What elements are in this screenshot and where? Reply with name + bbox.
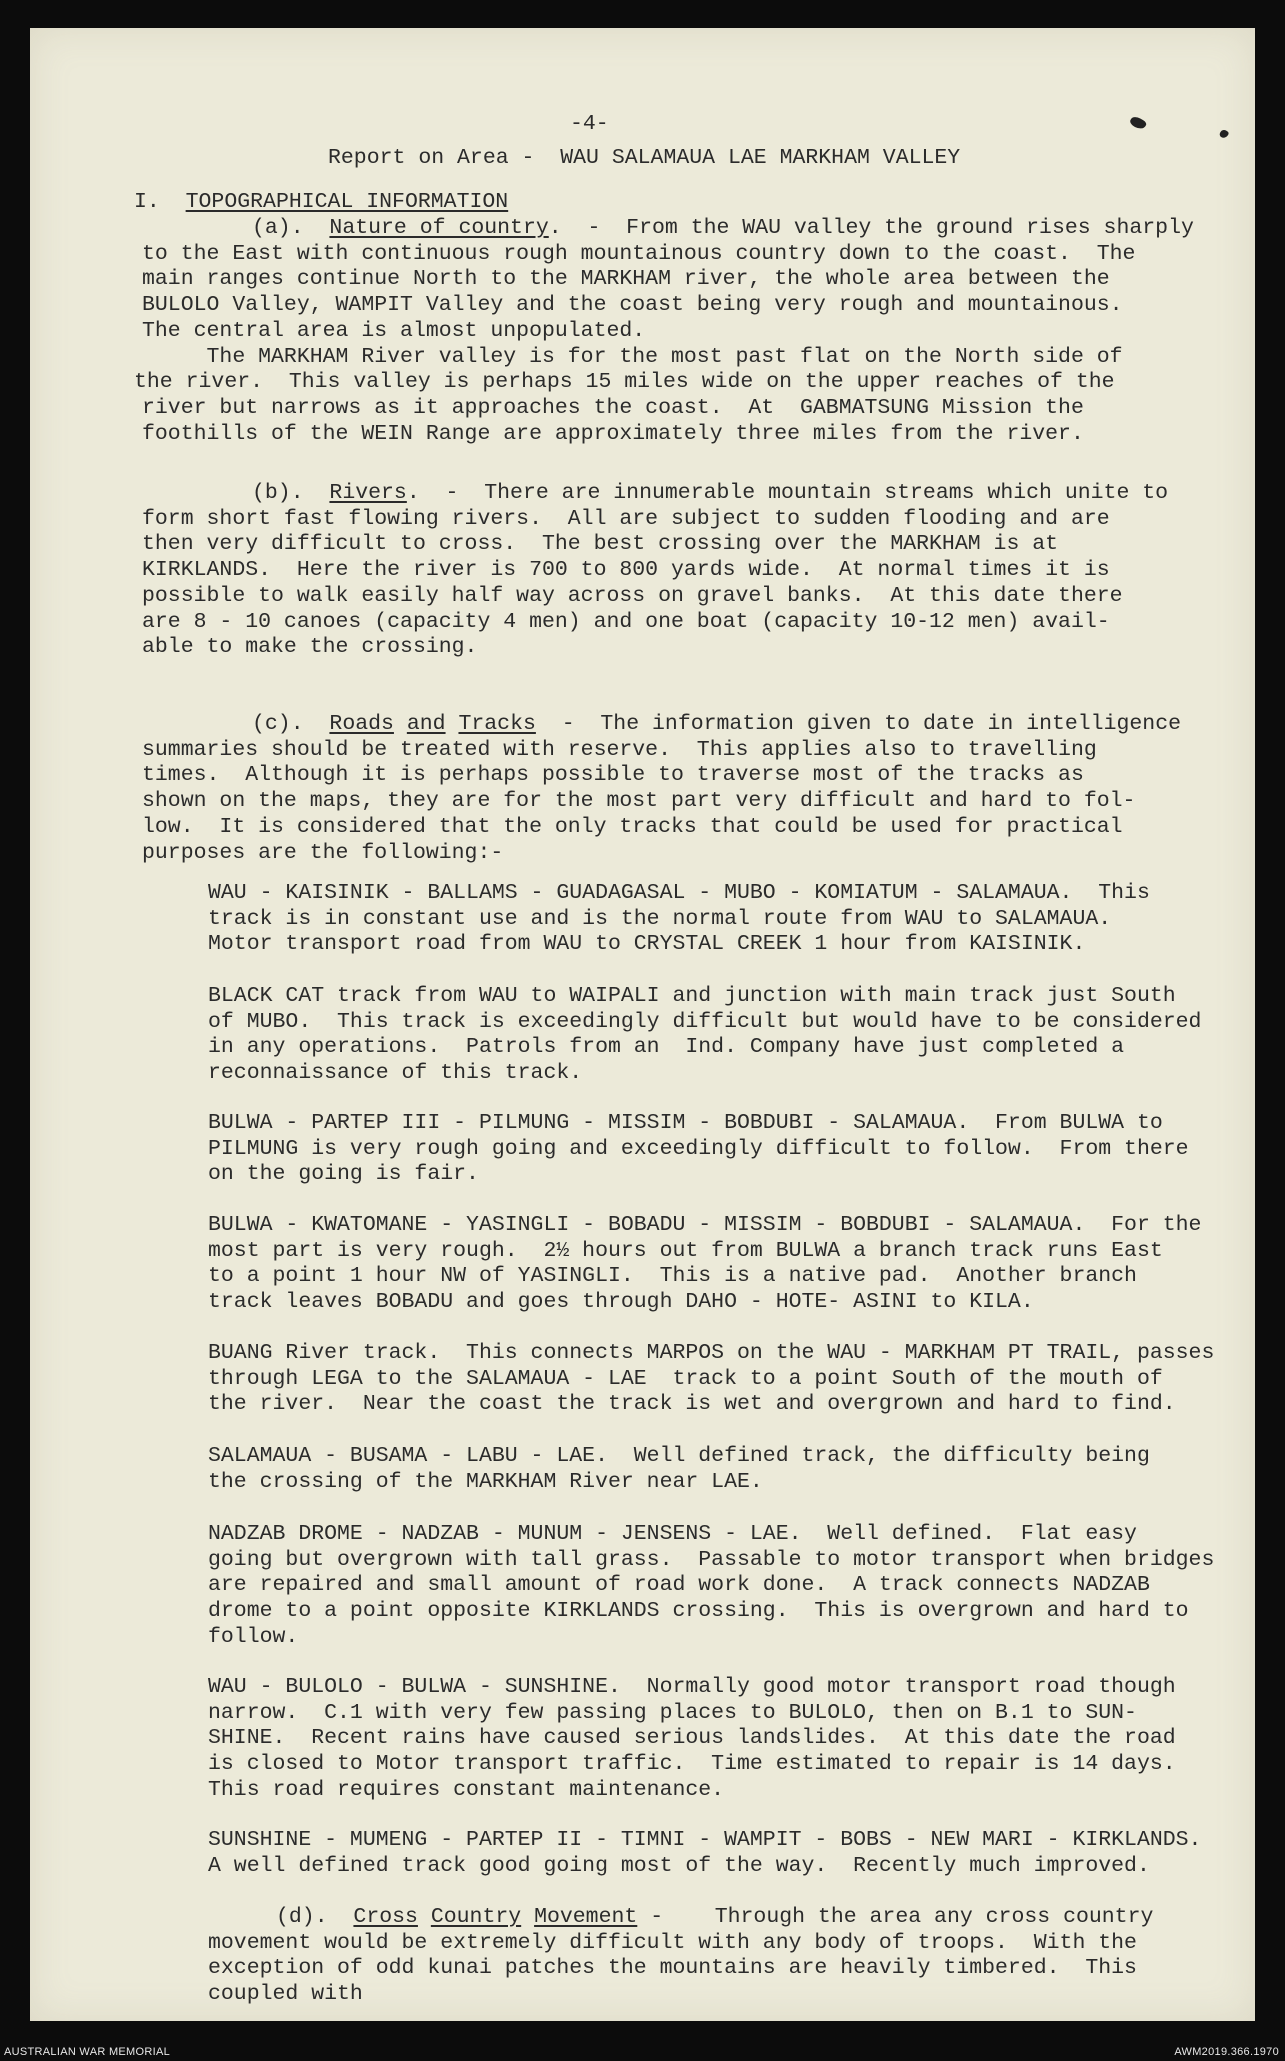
- paragraph-c-line: [252, 712, 1181, 738]
- track-description-line: going but overgrown with tall grass. Passable to motor transport when bridges: [208, 1547, 1215, 1572]
- paragraph-b-line: KIRKLANDS. Here the river is 700 to 800 yards wide. At normal times it is: [142, 558, 1110, 583]
- track-description-line: A well defined track good going most of the way. Recently much improved.: [208, 1853, 1150, 1878]
- paragraph-d-line: coupled with: [208, 1982, 363, 2007]
- paragraph-c-line: shown on the maps, they are for the most part very difficult and hard to fol-: [142, 789, 1136, 814]
- track-description-line: WAU - BULOLO - BULWA - SUNSHINE. Normally good motor transport road though: [208, 1675, 1176, 1699]
- track-description-line: on the going is fair.: [208, 1162, 479, 1187]
- track-description-line: the crossing of the MARKHAM River near LAE.: [208, 1469, 763, 1494]
- paragraph-b-heading: Rivers: [329, 481, 407, 505]
- track-description-line: BLACK CAT track from WAU to WAIPALI and junction with main track just South: [208, 984, 1176, 1008]
- track-description-line: to a point 1 hour NW of YASINGLI. This is a native pad. Another branch: [208, 1264, 1137, 1289]
- paragraph-a-line: foothills of the WEIN Range are approximately three miles from the river.: [142, 421, 1084, 446]
- paragraph-d-heading-cross: Cross: [353, 1905, 418, 1929]
- track-description-line: SALAMAUA - BUSAMA - LABU - LAE. Well defined track, the difficulty being: [208, 1444, 1150, 1468]
- paragraph-a-line: to the East with continuous rough mountainous country down to the coast. The: [142, 241, 1136, 266]
- section-heading: [134, 190, 508, 216]
- paragraph-a-line: BULOLO Valley, WAMPIT Valley and the coast being very rough and mountainous.: [142, 293, 1123, 318]
- paragraph-d-heading-movement: Movement: [534, 1905, 638, 1929]
- paragraph-a-line: [252, 216, 1194, 242]
- track-description-line: BUANG River track. This connects MARPOS on the WAU - MARKHAM PT TRAIL, passes: [208, 1341, 1215, 1365]
- track-description-line: NADZAB DROME - NADZAB - MUNUM - JENSENS - LAE. Well defined. Flat easy: [208, 1522, 1137, 1546]
- paragraph-c-heading-tracks: Tracks: [458, 712, 536, 736]
- paragraph-b-line: possible to walk easily half way across on gravel banks. At this date there: [142, 583, 1123, 608]
- track-description-line: in any operations. Patrols from an Ind. Company have just completed a: [208, 1035, 1125, 1060]
- track-description-line: BULWA - KWATOMANE - YASINGLI - BOBADU - MISSIM - BOBDUBI - SALAMAUA. For the: [208, 1213, 1202, 1237]
- page-number: -4-: [570, 112, 609, 136]
- document-page: [30, 28, 1255, 2021]
- paragraph-c-heading-and: and: [406, 712, 446, 736]
- paragraph-d-line: exception of odd kunai patches the mountains are heavily timbered. This: [208, 1956, 1137, 1981]
- paragraph-b-line: able to make the crossing.: [142, 635, 478, 660]
- track-description-line: follow.: [208, 1624, 299, 1649]
- paragraph-c-line: times. Although it is perhaps possible to traverse most of the tracks as: [142, 763, 1084, 788]
- paragraph-a-heading: Nature of country: [329, 216, 549, 240]
- track-description-line: most part is very rough. 2½ hours out from BULWA a branch track runs East: [208, 1238, 1163, 1263]
- track-description-line: PILMUNG is very rough going and exceedingly difficult to follow. From there: [208, 1136, 1189, 1161]
- track-description-line: WAU - KAISINIK - BALLAMS - GUADAGASAL - MUBO - KOMIATUM - SALAMAUA. This: [208, 881, 1150, 905]
- track-description-line: track leaves BOBADU and goes through DAHO - HOTE- ASINI to KILA.: [208, 1290, 1034, 1315]
- section-number: I.: [134, 190, 160, 214]
- paragraph-a-prefix: (a).: [252, 216, 330, 240]
- paragraph-c-text: - The information given to date in intelligence: [535, 712, 1181, 736]
- track-description-line: is closed to Motor transport traffic. Time estimated to repair is 14 days.: [208, 1752, 1176, 1777]
- paragraph-d-heading-country: Country: [430, 1905, 522, 1929]
- track-description-line: Motor transport road from WAU to CRYSTAL CREEK 1 hour from KAISINIK.: [208, 932, 1086, 957]
- track-description-line: SHINE. Recent rains have caused serious landslides. At this date the road: [208, 1726, 1176, 1751]
- paragraph-b-line: are 8 - 10 canoes (capacity 4 men) and one boat (capacity 10-12 men) avail-: [142, 609, 1110, 634]
- section-title: TOPOGRAPHICAL INFORMATION: [185, 190, 509, 214]
- paragraph-a-line: The MARKHAM River valley is for the most past flat on the North side of: [142, 344, 1123, 369]
- track-description-line: track is in constant use and is the normal route from WAU to SALAMAUA.: [208, 906, 1112, 931]
- paragraph-b-line: [252, 481, 1168, 507]
- footer-reference: AWM2019.366.1970: [1174, 2046, 1279, 2058]
- page-title: Report on Area - WAU SALAMAUA LAE MARKHAM VALLEY: [328, 146, 961, 170]
- paragraph-b-line: form short fast flowing rivers. All are subject to sudden flooding and are: [142, 506, 1110, 531]
- track-description-line: the river. Near the coast the track is wet and overgrown and hard to find.: [208, 1392, 1176, 1417]
- paragraph-d-prefix: (d).: [276, 1905, 354, 1929]
- track-description-line: drome to a point opposite KIRKLANDS crossing. This is overgrown and hard to: [208, 1599, 1189, 1624]
- paragraph-d-line: movement would be extremely difficult with any body of troops. With the: [208, 1930, 1137, 1955]
- track-description-line: through LEGA to the SALAMAUA - LAE track to a point South of the mouth of: [208, 1366, 1163, 1391]
- paragraph-c-line: low. It is considered that the only tracks that could be used for practical: [142, 814, 1123, 839]
- paragraph-c-prefix: (c).: [252, 712, 330, 736]
- track-description-line: narrow. C.1 with very few passing places to BULOLO, then on B.1 to SUN-: [208, 1700, 1137, 1725]
- paragraph-a-text: . - From the WAU valley the ground rises sharply: [548, 216, 1194, 240]
- document-body: [30, 28, 1255, 2021]
- paragraph-c-heading-roads: Roads: [329, 712, 394, 736]
- paragraph-b-prefix: (b).: [252, 481, 330, 505]
- track-description-line: reconnaissance of this track.: [208, 1061, 583, 1086]
- footer-source: AUSTRALIAN WAR MEMORIAL: [4, 2046, 171, 2058]
- track-description-line: are repaired and small amount of road work done. A track connects NADZAB: [208, 1573, 1150, 1598]
- paragraph-d-text: - Through the area any cross country: [637, 1905, 1154, 1929]
- paragraph-b-line: then very difficult to cross. The best crossing over the MARKHAM is at: [142, 532, 1059, 557]
- paragraph-c-line: summaries should be treated with reserve. This applies also to travelling: [142, 737, 1097, 762]
- paragraph-a-line: main ranges continue North to the MARKHAM river, the whole area between the: [142, 267, 1110, 292]
- paragraph-c-line: purposes are the following:-: [142, 840, 504, 865]
- track-description-line: BULWA - PARTEP III - PILMUNG - MISSIM - BOBDUBI - SALAMAUA. From BULWA to: [208, 1111, 1163, 1135]
- paragraph-a-line: The central area is almost unpopulated.: [142, 318, 646, 343]
- track-description-line: This road requires constant maintenance.: [208, 1777, 725, 1802]
- paragraph-a-line: the river. This valley is perhaps 15 miles wide on the upper reaches of the: [134, 370, 1115, 395]
- track-description-line: SUNSHINE - MUMENG - PARTEP II - TIMNI - WAMPIT - BOBS - NEW MARI - KIRKLANDS.: [208, 1828, 1202, 1852]
- track-description-line: of MUBO. This track is exceedingly difficult but would have to be considered: [208, 1009, 1202, 1034]
- paragraph-b-text: . - There are innumerable mountain streams which unite to: [406, 481, 1169, 505]
- paragraph-d-line: [276, 1905, 1153, 1931]
- paragraph-a-line: river but narrows as it approaches the coast. At GABMATSUNG Mission the: [142, 395, 1084, 420]
